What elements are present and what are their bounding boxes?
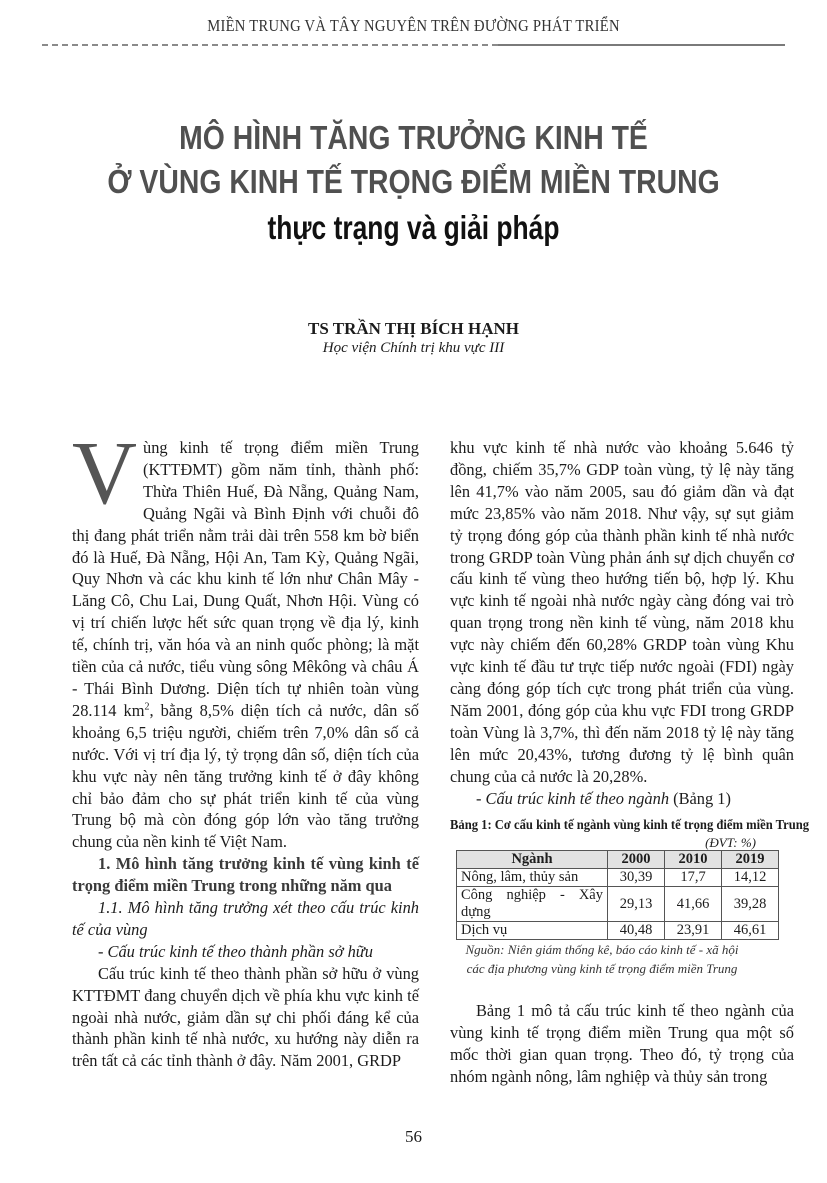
subsection-sector-heading: - Cấu trúc kinh tế theo ngành (Bảng 1) <box>476 788 731 808</box>
table-header-cell: 2019 <box>722 851 779 869</box>
table-discussion-paragraph: Bảng 1 mô tả cấu trúc kinh tế theo ngành của vùng kinh tế trọng điểm miền Trung qua một số mốc thời gian quan trọng. Theo đó, tỷ trọng của nhóm ngành nông, lâm nghiệp và thủy sản trong <box>450 1001 794 1087</box>
table-cell: 39,28 <box>722 887 779 922</box>
table-caption: Bảng 1: Cơ cấu kinh tế ngành vùng kinh tế trọng điểm miền Trung <box>450 818 810 834</box>
superscript: 2 <box>144 701 150 713</box>
table-cell: 17,7 <box>665 869 722 887</box>
section-1-1-heading: 1.1. Mô hình tăng trưởng xét theo cấu trúc kinh tế của vùng <box>72 898 419 939</box>
table-header-cell: 2000 <box>608 851 665 869</box>
author-affiliation: Học viện Chính trị khu vực III <box>322 340 505 356</box>
table-cell: 40,48 <box>608 922 665 940</box>
table-row <box>457 869 779 887</box>
page-number: 56 <box>405 1127 422 1146</box>
ownership-paragraph: Cấu trúc kinh tế theo thành phần sở hữu ở vùng KTTĐMT đang chuyển dịch về phía khu vực kinh tế ngoài nhà nước, giảm dần sự chi phối đáng kể của thành phần kinh tế nhà nước, xu hướng này diễn ra trên tất cả các tỉnh thành ở đây. Năm 2001, GRDP <box>72 963 419 1071</box>
table-cell: 14,12 <box>722 869 779 887</box>
sector-structure-table <box>456 850 779 940</box>
table-cell: Nông, lâm, thủy sản <box>457 869 608 887</box>
header-divider <box>42 44 498 46</box>
table-cell: Dịch vụ <box>457 922 608 940</box>
article-title-block <box>0 116 827 252</box>
table-cell: 30,39 <box>608 869 665 887</box>
header-divider-solid <box>498 44 785 46</box>
section-1-heading: 1. Mô hình tăng trưởng kinh tế vùng kinh tế trọng điểm miền Trung trong những năm qua <box>72 854 419 896</box>
dropcap-letter: V <box>72 424 137 523</box>
left-column <box>72 424 419 1072</box>
intro-paragraph: Vùng kinh tế trọng điểm miền Trung (KTTĐMT) gồm năm tỉnh, thành phố: Thừa Thiên Huế, Đà Nẵng, Quảng Nam, Quảng Ngãi và Bình Định với chuỗi đô thị đang phát triển nằm trải dài trên 558 km bờ biển đó là Huế, Đà Nẵng, Hội An, Tam Kỳ, Quảng Ngãi, Quy Nhơn và các khu kinh tế lớn như Chân Mây - Lăng Cô, Chu Lai, Dung Quất, Nhơn Hội. Vùng có vị trí chiến lược hết sức quan trọng về địa lý, kinh tế, chính trị, văn hóa và an ninh quốc phòng; là mặt tiền của cả nước, tiểu vùng sông Mêkông và châu Á - Thái Bình Dương. Diện tích tự nhiên toàn vùng 28.114 $km^2$, bằng 8,5% diện tích cả nước, dân số khoảng 6,5 triệu người, chiếm trên 7,0% dân số cả nước. Với vị trí địa lý, tỷ trọng dân số, diện tích của khu vực này nên tăng trưởng kinh tế ở đây không chỉ bảo đảm cho sự phát triển kinh tế của vùng Trung bộ mà còn đóng góp lớn vào tăng trưởng chung của nền kinh tế Việt Nam. <box>72 424 419 852</box>
table-cell: Công nghiệp - Xây dựng <box>457 887 608 922</box>
table-unit: (ĐVT: %) <box>705 835 756 851</box>
table-header-cell: Ngành <box>457 851 608 869</box>
subsection-ownership-heading: - Cấu trúc kinh tế theo thành phần sở hữu <box>98 941 373 961</box>
right-column <box>450 437 810 1088</box>
table-row <box>457 887 779 922</box>
table-cell: 29,13 <box>608 887 665 922</box>
table-header-cell: 2010 <box>665 851 722 869</box>
article-title-line-2: Ở VÙNG KINH TẾ TRỌNG ĐIỂM MIỀN TRUNG <box>107 163 720 200</box>
author-name: TS TRẦN THỊ BÍCH HẠNH <box>308 319 519 338</box>
continued-paragraph: khu vực kinh tế nhà nước vào khoảng 5.646 tỷ đồng, chiếm 35,7% GDP toàn vùng, tỷ lệ này tăng lên 41,7% vào năm 2005, sau đó giảm dần và đạt mức 23,85% vào năm 2018. Như vậy, sự sụt giảm tỷ trọng đóng góp của thành phần kinh tế nhà nước trong GRDP toàn Vùng phản ánh sự dịch chuyển cơ cấu kinh tế vùng theo hướng tiến bộ, hợp lý. Khu vực kinh tế ngoài nhà nước ngày càng đóng vai trò quan trọng trong nền kinh tế vùng, năm 2018 khu vực này chiếm đến 60,28% GRDP toàn vùng Khu vực kinh tế đầu tư trực tiếp nước ngoài (FDI) ngày càng đóng góp tích cực trong phát triển của vùng. Năm 2001, đóng góp của khu vực FDI trong GRDP toàn Vùng là 3,7%, thì đến năm 2018 tỷ lệ này tăng lên mức 20,43%, tương đương tỷ lệ bình quân chung của cả nước là 20,28%. <box>450 438 794 786</box>
table-cell: 23,91 <box>665 922 722 940</box>
running-header: MIỀN TRUNG VÀ TÂY NGUYÊN TRÊN ĐƯỜNG PHÁT TRIỂN <box>207 16 620 35</box>
table-source-line-2: các địa phương vùng kinh tế trọng điểm miền Trung <box>466 961 738 977</box>
table-source-line-1: Nguồn: Niên giám thống kê, báo cáo kinh tế - xã hội <box>465 942 739 958</box>
article-subtitle: thực trạng và giải pháp <box>267 209 560 246</box>
table-row <box>457 922 779 940</box>
table-cell: 46,61 <box>722 922 779 940</box>
table-cell: 41,66 <box>665 887 722 922</box>
article-title-line-1: MÔ HÌNH TĂNG TRƯỞNG KINH TẾ <box>179 119 648 156</box>
table-header-row <box>457 851 779 869</box>
